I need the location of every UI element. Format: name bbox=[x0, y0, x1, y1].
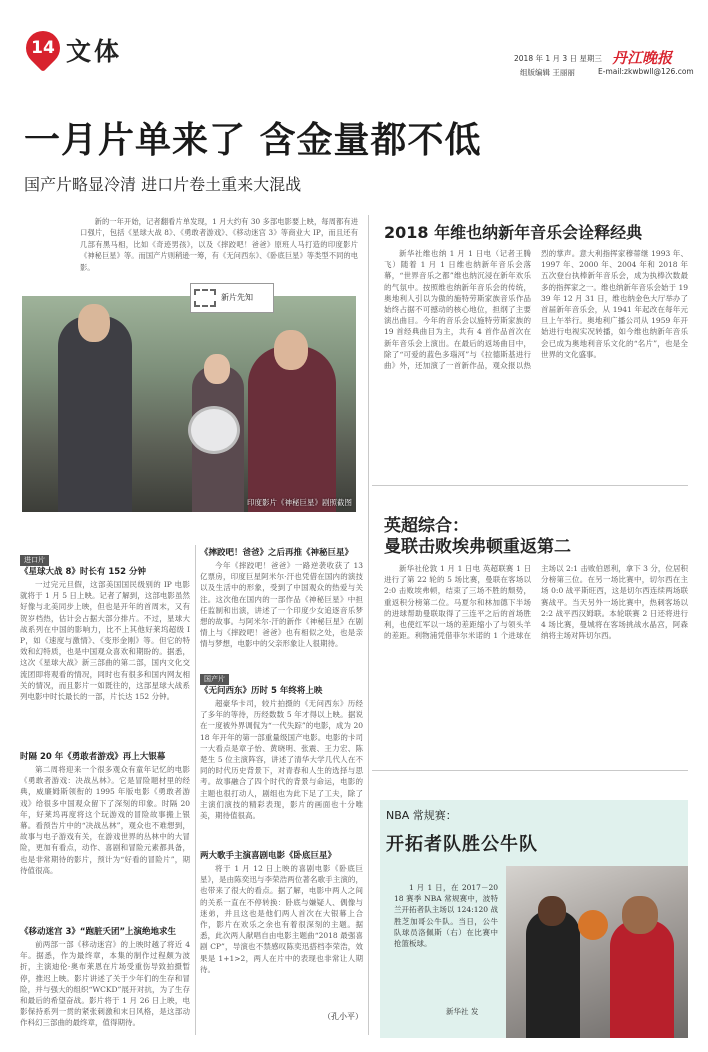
page-number: 14 bbox=[31, 38, 55, 58]
nba-headline: 开拓者队胜公牛队 bbox=[386, 834, 538, 855]
mid-s3-text: 将于 1 月 12 日上映的喜剧电影《卧底巨星》，是由陈奕迅与李荣浩两位著名歌手主演的，也带来了很大的看点。据了解，电影中两人之间的关系一直在不停转换：卧底与嫌疑人、偶像与迷弟，并且这也是他们两人首次在大银幕上合作，影片在欢乐之余也有着很深刻的主题。据悉，此次两人献唱自由电影主题曲“2018 最强喜剧 CP”，导演也不禁感叹陈奕迅搭档李荣浩，效果是 1+1>2，两人在片中的表现也非常让人期待。 bbox=[200, 864, 363, 974]
film-strip-icon bbox=[194, 289, 216, 307]
nba-body bbox=[394, 882, 498, 1004]
imported-films-tag bbox=[20, 547, 190, 566]
photo-figure-man bbox=[58, 316, 132, 512]
mid-s1-title: 《摔跤吧！爸爸》之后再推《神秘巨星》 bbox=[200, 548, 354, 558]
epl-body bbox=[384, 563, 688, 761]
domestic-films-tag bbox=[200, 666, 363, 685]
nba-label: NBA 常规赛： bbox=[386, 809, 457, 822]
lead-photo bbox=[22, 296, 356, 512]
epl-text: 新华社伦敦 1 月 1 日电 英超联赛 1 日进行了第 22 轮的 5 场比赛，曼联在客场以 2:0 击败埃弗顿，结束了三场不胜的颓势，重返积分榜第二位。马夏尔和林加德下半场的进球帮助曼联取得了三连平之后的首场胜利，也使红军以一场的差距缩小了与领头羊的差距。利物浦凭借菲尔米诺的 1 个进球在主场以 2:1 击败伯恩利，拿下 3 分，位居积分榜第三位。在另一场比赛中，切尔西在主场 0:0 战平斯旺西，这是切尔西连续两场联赛战平。当天另外一场比赛中，热刺客场以 2:2 战平西汉姆联。本轮联赛 2 日还将进行 4 场比赛，曼城将在客场挑战水晶宫，阿森纳将主场对阵切尔西。 bbox=[384, 564, 688, 641]
left-column bbox=[20, 547, 190, 1042]
photo-figure-girl-face bbox=[204, 354, 230, 384]
nba-player-right-head bbox=[622, 896, 658, 934]
lead-headline: 一月片单来了 含金量都不低 bbox=[24, 119, 482, 161]
right-divider-1 bbox=[372, 485, 688, 486]
mid-s3-title: 两大歌手主演喜剧电影《卧底巨星》 bbox=[200, 851, 337, 861]
vienna-body bbox=[384, 248, 688, 456]
nba-byline: 新华社 发 bbox=[446, 1007, 479, 1016]
nba-box bbox=[380, 800, 688, 1038]
left-s1-body bbox=[20, 579, 190, 747]
issue-date: 2018 年 1 月 3 日 星期三 bbox=[514, 54, 602, 63]
editor-email: E-mail:zkwbwll@126.com bbox=[598, 67, 694, 76]
imported-films-tag-label: 进口片 bbox=[20, 555, 49, 566]
photo-figure-woman bbox=[248, 346, 336, 512]
left-s2-text: 第二周将迎来一个很多观众有童年记忆的电影《勇敢者游戏：决战丛林》。它是冒险题材里的经典，威廉姆斯领衔的 1995 年版电影《勇敢者游戏》给很多中国观众留下了深刻的印象。时隔 20 年，好莱坞再度将这个玩游戏的冒险故事搬上银幕。看预告片中的“决战丛林”，观众也不难想到，故事与电子游戏有关，在游戏世界的丛林中的大冒险，更加有看点，动作、喜剧和冒险元素都具备，也是非常期待的影片，预计为“好看的冒险片”，期待值很高。 bbox=[20, 765, 190, 875]
photo-figure-woman-face bbox=[274, 330, 308, 370]
mid-s2-body bbox=[200, 698, 363, 844]
nba-photo bbox=[506, 866, 688, 1038]
mid-s1-body bbox=[200, 560, 363, 660]
mid-byline: （孔小平） bbox=[323, 1012, 363, 1021]
left-s2-title: 时隔 20 年《勇敢者游戏》再上大银幕 bbox=[20, 752, 166, 762]
mid-s3-body bbox=[200, 863, 363, 1009]
left-s1-title: 《星球大战 8》时长有 152 分钟 bbox=[20, 567, 147, 577]
left-s1-text: 一过完元旦假，这部美国国民级别的 IP 电影就将于 1 月 5 日上映。记者了解到，这部电影虽然好像与北美同步上映，但也是开年的首周末，又有贺岁档热，估计会占据大部分排片。不过，星球大战系列在中国的影响力，比不上其他好莱坞超级 IP，如《速度与激情》、《变形金刚》等。但它的特效和幻特质，也是中国观众喜欢和期盼的。据悉，这次《星球大战》新三部曲的第二部，国内文化交流团即将观看的情况，同时也有很多和国内网友相关的情况，而且影片一如既往的，这部星球大战系列电影中时长最长的一部，片长达 152 分钟。 bbox=[20, 580, 190, 702]
left-s3-body bbox=[20, 939, 190, 1051]
photo-tag-box bbox=[190, 283, 274, 313]
photo-figure-astronaut bbox=[188, 406, 240, 454]
epl-headline-2: 曼联击败埃弗顿重返第二 bbox=[384, 537, 571, 557]
mid-s2-title: 《无问西东》历时 5 年终将上映 bbox=[200, 686, 323, 696]
vienna-text: 新华社维也纳 1 月 1 日电（记者王腾飞）随着 1 月 1 日维也纳新年音乐会落幕，“世界音乐之都”维也纳沉浸在新年欢乐的气氛中。按照维也纳新年音乐会的传统，奥地利人引以为傲的施特劳斯家族音乐作品始终占据不可撼动的核心地位，担纲了主要演出曲目。今年的音乐会以施特劳斯家族的 19 首经典曲目为主，共有 4 首作品首次在新年音乐会上演出。在最后的返场曲目中，除了“可爱的蓝色多瑙河”与《拉德斯基进行曲》外，还加演了一首新作品，观众报以热烈的掌声。意大利指挥家穆蒂继 1993 年、1997 年、2000 年、2004 年和 2018 年五次登台执棒新年音乐会，成为执棒次数最多的指挥家之一。维也纳新年音乐会始于 1939 年 12 月 31 日，维也纳金色大厅举办了首届新年音乐会，从 1941 年起改在每年元旦上午举行。奥地利广播公司从 1959 年开始进行电视实况转播，如今维也纳新年音乐会已成为奥地利音乐文化的“名片”，也是全世界的文化盛事。 bbox=[384, 249, 688, 371]
left-s3-text: 前两部一部《移动迷宫》的上映时越了将近 4 年。据悉，作为最终章，本集的制作过程颇为波折，主演迪伦·奥布莱恩在片场受重伤导致拍摄暂停，推迟上映。影片讲述了关于少年们的生存和冒险，并与强大的组织“WCKD”展开对抗，为了生存和最后的希望奋战。影片将于 1 月 26 日上映，电影保持系列一贯的紧张刺激和末日风格，是这部动作科幻三部曲的最终章，值得期待。 bbox=[20, 940, 190, 1028]
column-divider-2 bbox=[368, 215, 369, 1035]
photo-caption: 印度影片《神秘巨星》剧照截图 bbox=[247, 498, 352, 507]
section-title: 文体 bbox=[66, 37, 123, 66]
left-s3-title: 《移动迷宫 3》“跑脏夭团”上演绝地求生 bbox=[20, 927, 177, 937]
nba-player-left bbox=[526, 910, 580, 1038]
lead-intro-text: 新的一年开始，记者翻看片单发现，1 月大约有 30 多部电影要上映，每周都有进口强片，包括《星球大战 8》、《勇敢者游戏》、《移动迷宫 3》等商业大 IP，而且还有几部有黑马相，比如《奇迹男孩》，以及《摔跤吧！爸爸》原班人马打造的印度影片《神秘巨星》等。而国产片则稍逊一筹，有《无问西东》、《卧底巨星》等类型不同的电影。 bbox=[80, 217, 358, 272]
editor-credit: 组版编辑 王丽丽 bbox=[520, 68, 575, 77]
photo-figure-man-face bbox=[78, 304, 110, 342]
domestic-films-tag-label: 国产片 bbox=[200, 674, 229, 685]
basketball bbox=[578, 910, 608, 940]
lead-intro bbox=[80, 216, 358, 274]
middle-column bbox=[200, 547, 363, 1042]
left-s2-body bbox=[20, 764, 190, 922]
nba-text: 1 月 1 日，在 2017－2018 赛季 NBA 常规赛中，波特兰开拓者队主场以 124:120 战胜芝加哥公牛队。当日，公牛队球员洛佩斯（右）在比赛中抢篮板球。 bbox=[394, 883, 498, 949]
masthead bbox=[0, 0, 708, 80]
lead-subheadline: 国产片略显冷清 进口片卷土重来大混战 bbox=[24, 175, 302, 194]
column-divider-1 bbox=[195, 545, 196, 1035]
nba-player-left-head bbox=[538, 896, 566, 926]
newspaper-logo: 丹江晚报 bbox=[612, 49, 673, 67]
nba-player-right bbox=[610, 920, 674, 1038]
photo-tag-label: 新片先知 bbox=[221, 293, 253, 302]
vienna-headline: 2018 年维也纳新年音乐会诠释经典 bbox=[384, 223, 643, 242]
mid-s1-text: 今年《摔跤吧！爸爸》一路逆袭收获了 13 亿票房，印度巨星阿米尔·汗也凭借在国内的演技以及生活中的形象，受到了中国观众的热爱与关注。这次他在国内的一部作品《神秘巨星》中担任监制和出演，讲述了一个印度少女追逐音乐梦想的故事。与阿米尔·汗的新作《神秘巨星》在剧情上与《摔跤吧！爸爸》也有相似之处，也是亲情与梦想，电影中的父亲形象让人很期待。 bbox=[200, 561, 363, 649]
epl-headline-1: 英超综合： bbox=[384, 516, 469, 536]
right-divider-2 bbox=[372, 770, 688, 771]
mid-s2-text: 超豪华卡司，较片拍摄的《无问西东》历经了多年的等待，历经数数 5 年才得以上映。据说在一度被外界调侃为“一代失踪”的电影，成为 2018 年开年的第一部重量级国产电影。电影的卡司一大看点是章子怡、黄晓明、张震、王力宏、陈楚生 5 位主演阵容，讲述了清华大学几代人在不同的时代历史背景下，对青春和人生的选择与思考。故事融合了四个时代的背景与命运，电影的主题也很打动人，剧组也为此下足了工夫，除了主演们演技的精彩表现，影片的画面也十分唯美，期待值很高。 bbox=[200, 699, 363, 821]
